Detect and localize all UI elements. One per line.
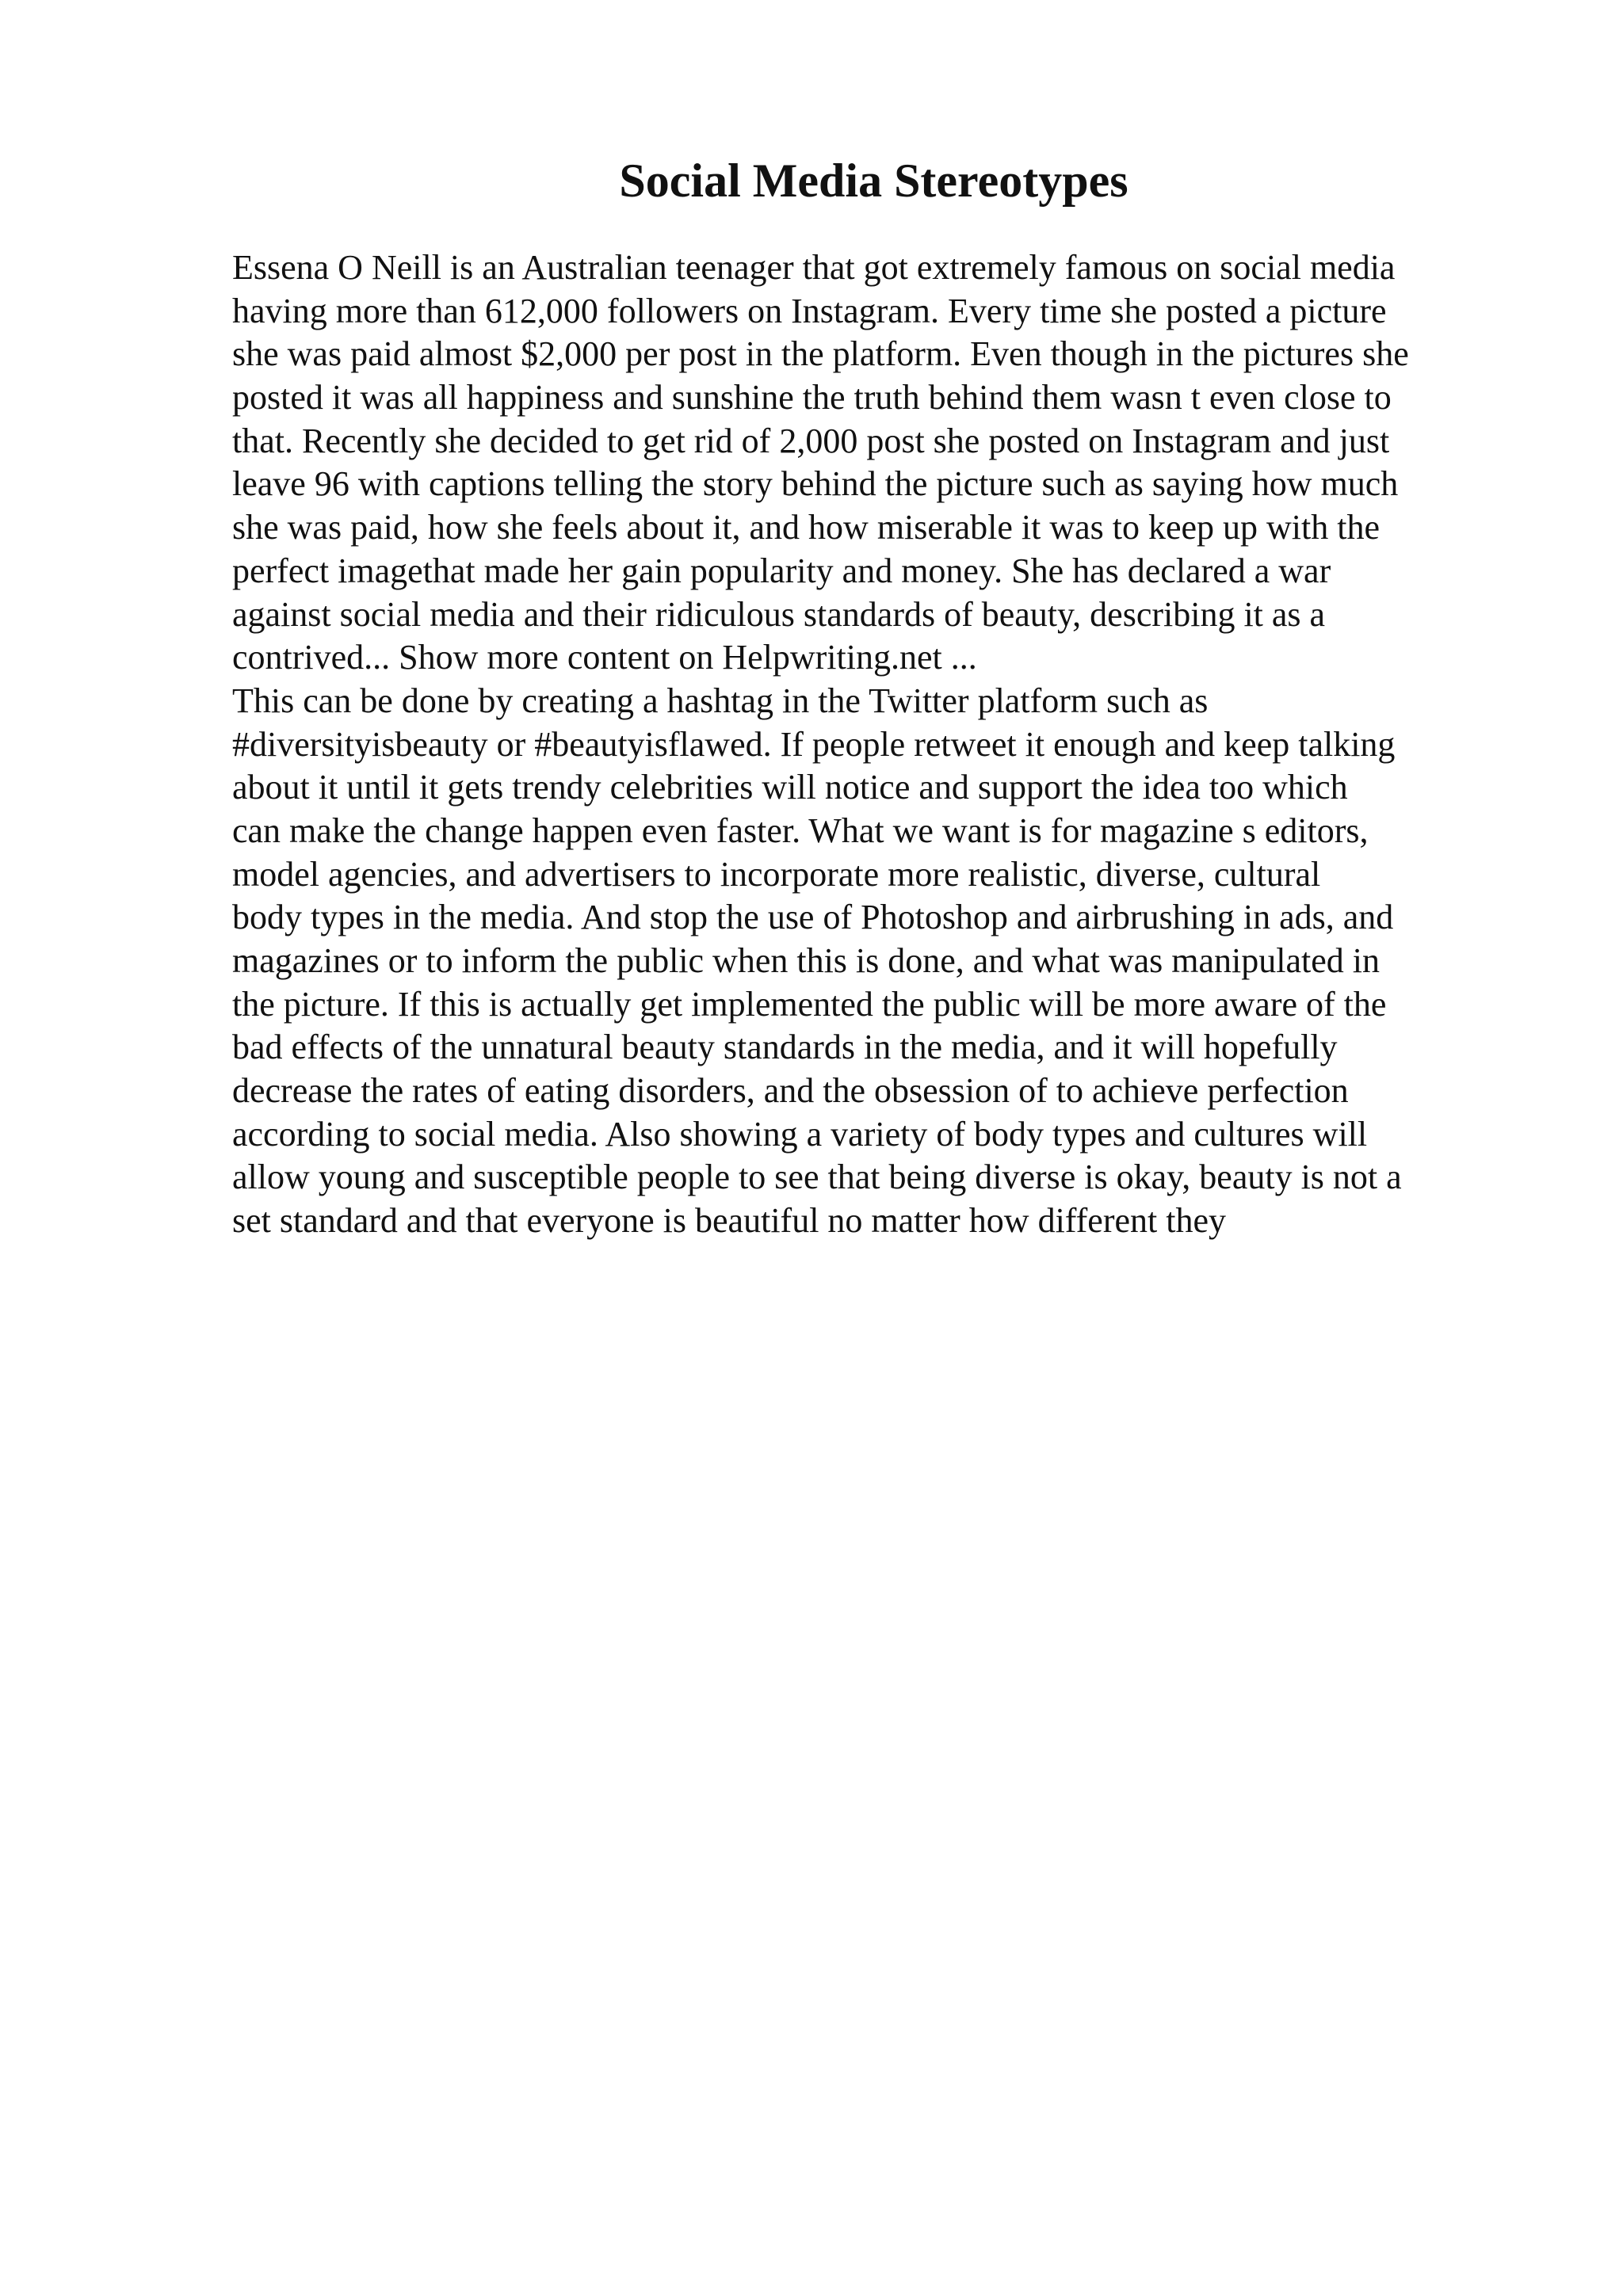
body-line: perfect imagethat made her gain popularity and money. She has declared a war [232, 551, 1331, 590]
body-line: that. Recently she decided to get rid of 2,000 post she posted on Instagram and just [232, 421, 1390, 460]
body-line: body types in the media. And stop the use of Photoshop and airbrushing in ads, and [232, 898, 1394, 937]
body-line: leave 96 with captions telling the story behind the picture such as saying how much [232, 464, 1399, 504]
body-line: model agencies, and advertisers to incorporate more realistic, diverse, cultural [232, 854, 1321, 894]
body-line: posted it was all happiness and sunshine the truth behind them wasn t even close to [232, 378, 1392, 418]
body-line: Essena O Neill is an Australian teenager that got extremely famous on social media [232, 248, 1396, 287]
body-line: can make the change happen even faster. What we want is for magazine s editors, [232, 810, 1369, 850]
body-line: decrease the rates of eating disorders, and the obsession of to achieve perfection [232, 1071, 1349, 1111]
body-line: #diversityisbeauty or #beautyisflawed. If people retweet it enough and keep talking [232, 724, 1396, 764]
body-line: against social media and their ridiculous standards of beauty, describing it as a [232, 594, 1326, 634]
document-body [232, 246, 1516, 1243]
body-line: the picture. If this is actually get implemented the public will be more aware of the [232, 984, 1387, 1024]
body-line: she was paid almost $2,000 per post in the platform. Even though in the pictures she [232, 334, 1409, 374]
body-line: magazines or to inform the public when this is done, and what was manipulated in [232, 941, 1381, 980]
body-line: contrived... Show more content on Helpwriting.net ... [232, 638, 977, 677]
body-line: bad effects of the unnatural beauty standards in the media, and it will hopefully [232, 1028, 1338, 1067]
body-line: set standard and that everyone is beautiful no matter how different they [232, 1201, 1226, 1241]
body-line: she was paid, how she feels about it, and how miserable it was to keep up with the [232, 508, 1381, 547]
body-line: allow young and susceptible people to see that being diverse is okay, beauty is not a [232, 1158, 1402, 1197]
body-line: This can be done by creating a hashtag in the Twitter platform such as [232, 681, 1209, 720]
body-line: according to social media. Also showing a variety of body types and cultures will [232, 1114, 1368, 1154]
document-title: Social Media Stereotypes [619, 154, 1128, 207]
body-line: about it until it gets trendy celebrities will notice and support the idea too which [232, 768, 1348, 807]
body-line: having more than 612,000 followers on Instagram. Every time she posted a picture [232, 291, 1387, 330]
